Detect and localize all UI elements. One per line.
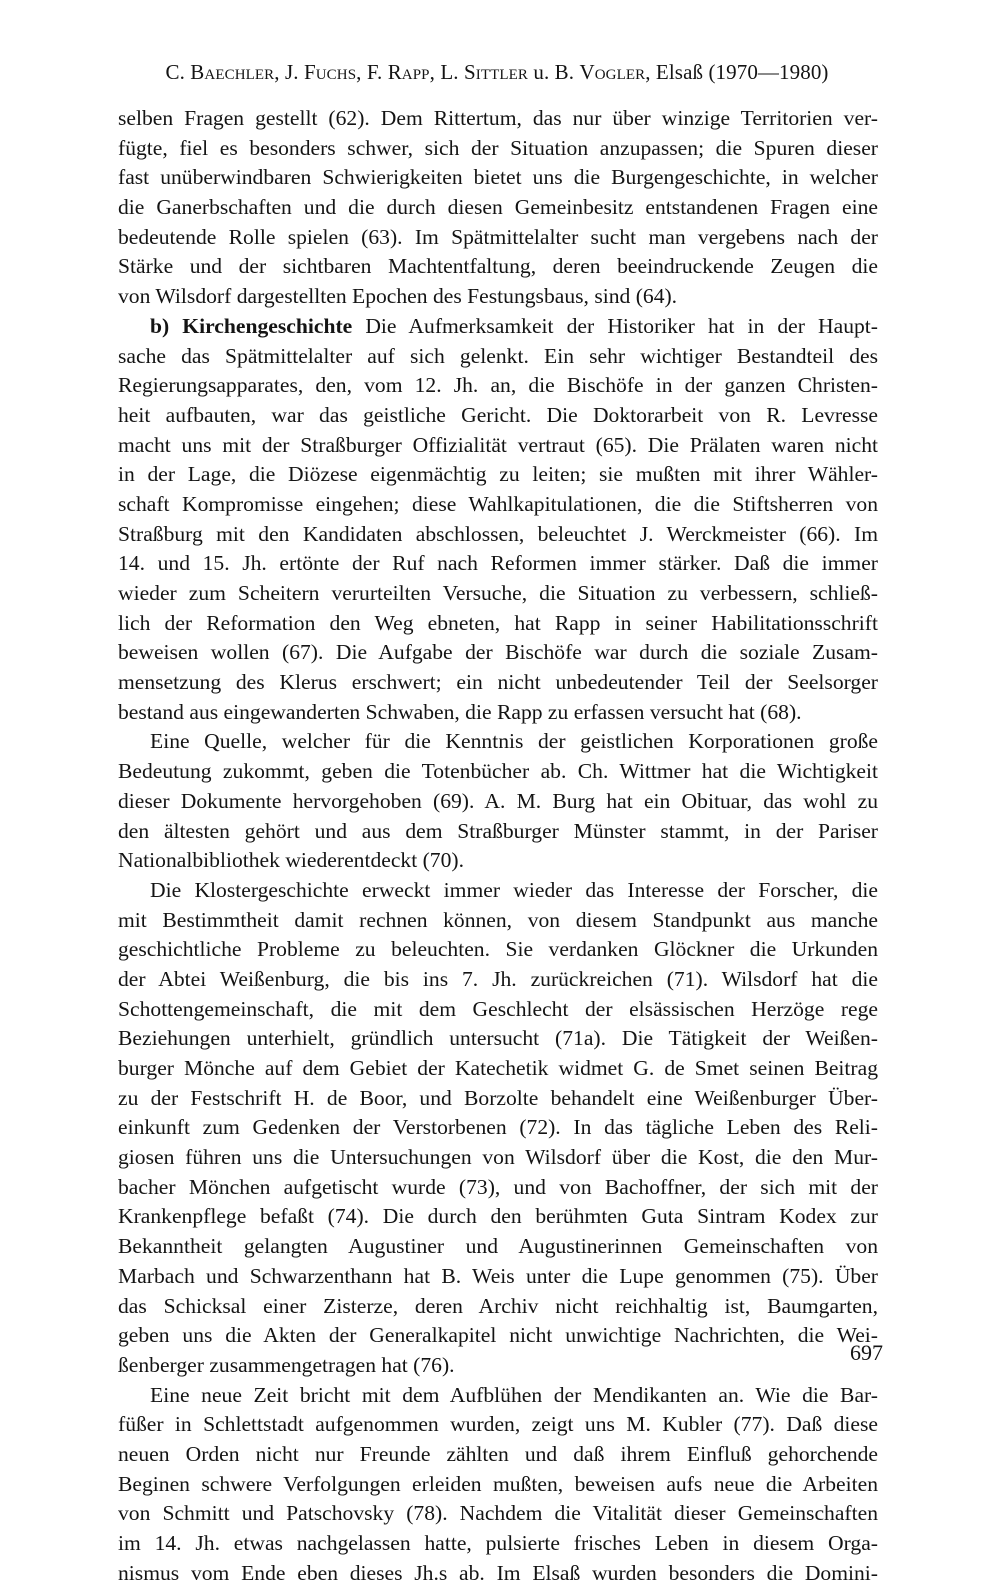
text-line: dieser Dokumente hervorgehoben (69). A. M. Burg hat ein Obituar, das wohl zu [118, 788, 878, 813]
header-initial-u: u. B. [528, 60, 575, 84]
text-line: macht uns mit der Straßburger Offizialität vertraut (65). Die Prälaten waren nicht [118, 432, 878, 457]
header-author-fuchs: Fuchs [303, 60, 357, 84]
text-line: Schottengemeinschaft, die mit dem Geschlecht der elsässischen Herzöge rege [118, 996, 878, 1021]
text-line: bedeutende Rolle spielen (63). Im Spätmittelalter sucht man vergebens nach der [118, 224, 878, 249]
text-line: burger Mönche auf dem Gebiet der Katechetik widmet G. de Smet seinen Beitrag [118, 1056, 878, 1080]
body-text [118, 104, 878, 1588]
header-initial-l: , L. [429, 60, 459, 84]
text-line: das Schicksal einer Zisterze, deren Archiv nicht reichhaltig ist, Baumgarten, [118, 1293, 878, 1318]
text-line: in der Lage, die Diözese eigenmächtig zu leiten; sie mußten mit ihrer Wähler- [118, 462, 878, 487]
text-line: fügte, fiel es besonders schwer, sich der Situation anzupassen; die Spuren dieser [118, 135, 878, 160]
text-line: Beziehungen unterhielt, gründlich untersucht (71a). Die Tätigkeit der Weißen- [118, 1026, 878, 1051]
text-line: geben uns die Akten der Generalkapitel nicht unwichtige Nachrichten, die Wei- [118, 1323, 878, 1348]
text-line: selben Fragen gestellt (62). Dem Rittertum, das nur über winzige Territorien ver- [118, 106, 878, 130]
text-line: den ältesten gehört und aus dem Straßburger Münster stammt, in der Pariser [118, 818, 878, 843]
text-line: Krankenpflege befaßt (74). Die durch den berühmten Guta Sintram Kodex zur [118, 1204, 878, 1229]
text-line: 14. und 15. Jh. ertönte der Ruf nach Reformen immer stärker. Daß die immer [118, 551, 878, 576]
text-line: Eine neue Zeit bricht mit dem Aufblühen der Mendikanten an. Wie die Bar- [150, 1382, 878, 1407]
text-line: Straßburg mit den Kandidaten abschlossen, beleuchtet J. Werckmeister (66). Im [118, 521, 878, 546]
text-line: bacher Mönchen aufgetischt wurde (73), und von Bachoffner, der sich mit der [118, 1174, 878, 1199]
text-line: schaft Kompromisse eingehen; diese Wahlkapitulationen, die die Stiftsherren von [118, 491, 878, 516]
text-line: von Wilsdorf dargestellten Epochen des Festungsbaus, sind (64). [118, 284, 678, 309]
text-line: Beginen schwere Verfolgungen erleiden mußten, beweisen aufs neue die Arbeiten [118, 1471, 878, 1496]
text-line-heading [118, 312, 878, 342]
text-line: der Abtei Weißenburg, die bis ins 7. Jh. zurückreichen (71). Wilsdorf hat die [118, 966, 878, 991]
text-line: geschichtliche Probleme zu beleuchten. Sie verdanken Glöckner die Urkunden [118, 937, 878, 962]
text-line: wieder zum Scheitern verurteilten Versuche, die Situation zu verbessern, schließ- [118, 581, 878, 605]
text-line: einkunft zum Gedenken der Verstorbenen (72). In das tägliche Leben des Reli- [118, 1115, 878, 1140]
text-line-rest: Die Aufmerksamkeit der Historiker hat in der Haupt- [352, 313, 878, 338]
header-author-sittler: Sittler [463, 60, 528, 84]
text-line: beweisen wollen (67). Die Aufgabe der Bischöfe war durch die soziale Zusam- [118, 640, 878, 665]
text-line: nismus vom Ende eben dieses Jh.s ab. Im Elsaß wurden besonders die Domini- [118, 1560, 878, 1585]
header-author-baechler: Baechler [190, 60, 275, 84]
text-line: die Ganerbschaften und die durch diesen Gemeinbesitz entstandenen Fragen eine [118, 195, 878, 220]
text-line: Stärke und der sichtbaren Machtentfaltung, deren beeindruckende Zeugen die [118, 254, 878, 279]
text-line: neuen Orden nicht nur Freunde zählten und daß ihrem Einfluß gehorchende [118, 1441, 878, 1466]
text-line: lich der Reformation den Weg ebneten, hat Rapp in seiner Habilitationsschrift [118, 610, 878, 635]
section-heading-kirchengeschichte: b) Kirchengeschichte [150, 313, 353, 338]
header-author-rapp: Rapp [387, 60, 430, 84]
text-line: Bedeutung zukommt, geben die Totenbücher ab. Ch. Wittmer hat die Wichtigkeit [118, 759, 878, 784]
text-line: heit aufbauten, war das geistliche Gericht. Die Doktorarbeit von R. Levresse [118, 402, 878, 427]
page-number: 697 [850, 1340, 883, 1365]
text-line: giosen führen uns die Untersuchungen von Wilsdorf über die Kost, die den Mur- [118, 1145, 878, 1170]
text-line: Die Klostergeschichte erweckt immer wieder das Interesse der Forscher, die [150, 877, 878, 902]
header-initial-f: , F. [356, 60, 383, 84]
text-line: bestand aus eingewanderten Schwaben, die Rapp zu erfassen versucht hat (68). [118, 699, 802, 724]
text-line: sache das Spätmittelalter auf sich gelenkt. Ein sehr wichtiger Bestandteil des [118, 343, 878, 368]
text-line: Bekanntheit gelangten Augustiner und Augustinerinnen Gemeinschaften von [118, 1234, 878, 1259]
text-line: mit Bestimmtheit damit rechnen können, von diesem Standpunkt aus manche [118, 907, 878, 932]
text-line: von Schmitt und Patschovsky (78). Nachdem die Vitalität dieser Gemeinschaften [118, 1501, 878, 1526]
header-initial-j: , J. [274, 60, 299, 84]
header-author-vogler: Vogler [579, 60, 646, 84]
text-line: im 14. Jh. etwas nachgelassen hatte, pulsierte frisches Leben in diesem Orga- [118, 1531, 878, 1555]
text-line: Eine Quelle, welcher für die Kenntnis der geistlichen Korporationen große [150, 729, 878, 754]
text-line: zu der Festschrift H. de Boor, und Borzolte behandelt eine Weißenburger Über- [118, 1085, 878, 1110]
text-line: fast unüberwindbaren Schwierigkeiten bietet uns die Burgengeschichte, in welcher [118, 165, 878, 190]
header-title: , Elsaß (1970—1980) [645, 60, 829, 84]
text-line: füßer in Schlettstadt aufgenommen wurden, zeigt uns M. Kubler (77). Daß diese [118, 1412, 878, 1437]
header-initial-c: C. [165, 60, 185, 84]
text-line: Regierungsapparates, den, vom 12. Jh. an, die Bischöfe in der ganzen Christen- [118, 373, 878, 398]
text-line: ßenberger zusammengetragen hat (76). [118, 1352, 455, 1377]
running-header [116, 58, 878, 86]
text-line: Nationalbibliothek wiederentdeckt (70). [118, 848, 464, 873]
text-line: mensetzung des Klerus erschwert; ein nicht unbedeutender Teil der Seelsorger [118, 670, 878, 695]
text-line: Marbach und Schwarzenthann hat B. Weis unter die Lupe genommen (75). Über [118, 1263, 878, 1288]
